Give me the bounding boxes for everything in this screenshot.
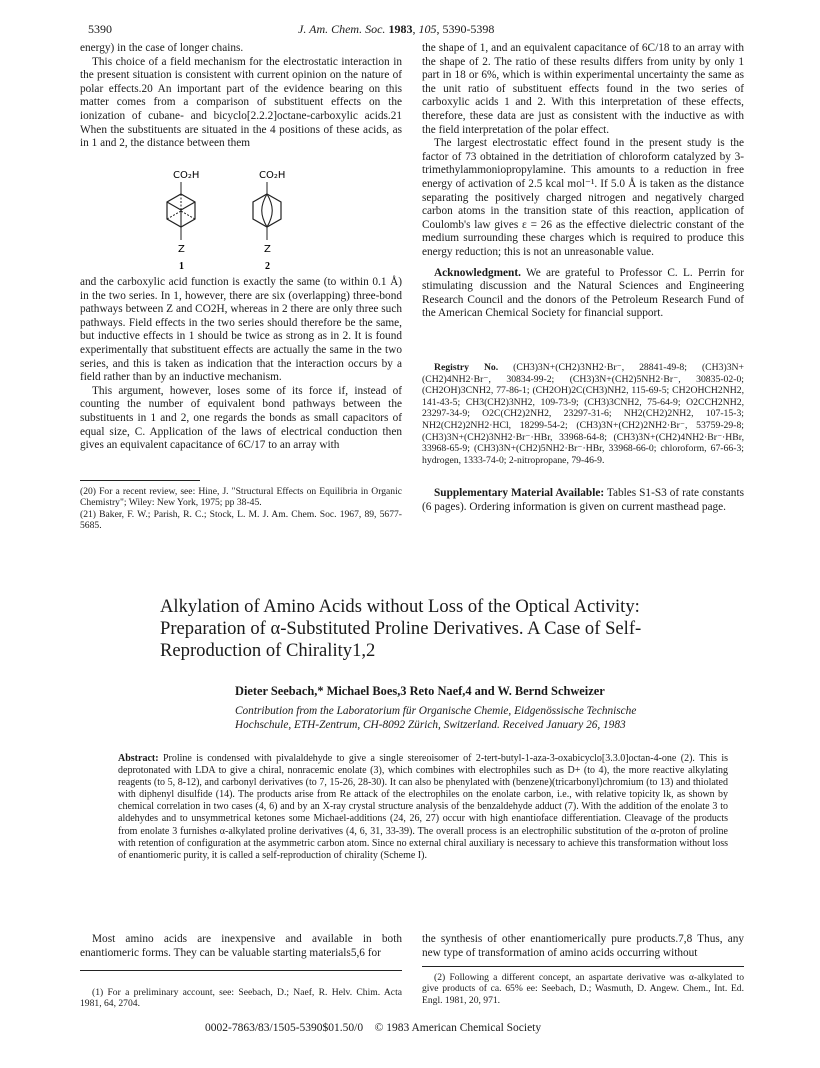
footnote-rule [422, 966, 744, 967]
acknowledgment-heading: Acknowledgment. [434, 266, 521, 279]
footnote-2 [422, 972, 744, 1006]
cubane-drawing [167, 194, 195, 227]
footnote-1-text: (1) For a preliminary account, see: Seebach, D.; Naef, R. Helv. Chim. Acta 1981, 64, 2704. [80, 987, 402, 1010]
registry-heading: Registry No. [434, 362, 499, 373]
structures-figure [150, 168, 310, 272]
paragraph: This choice of a field mechanism for the electrostatic interaction in the present situation is consistent with current opinion on the nature of polar effects.20 An important part of the evidence bearing on this matter comes from a comparison of substituent effects on the ionization of cubane- and bicyclo[2.2.2]octane-carboxylic acids.21 When the substituents are situated in the 4 positions of these acids, as in 1 and 2, the distance between them [80, 55, 402, 150]
footnote-1 [80, 987, 402, 1010]
copyright: © 1983 American Chemical Society [374, 1022, 542, 1034]
abstract [118, 753, 728, 862]
paragraph: The largest electrostatic effect found in the present study is the factor of 73 obtained in the detritiation of chloroform catalyzed by 3-trimethylammoniopropylamine. This amounts to a reduction in free energy of activation of 2.5 kcal mol⁻¹. If 5.0 Å is taken as the distance separating the positively charged nitrogen and negatively charged carbon atoms in the transition state of this reaction, application of Coulomb's law gives ε = 26 as the effective dielectric constant of the medium surrounding these charges which is required to produce this energy reduction; this is not an unreasonable value. [422, 137, 744, 258]
journal-name: J. Am. Chem. Soc. [298, 22, 386, 36]
structure-1-bottom-label: Z [178, 244, 185, 255]
supplementary-material [422, 487, 744, 514]
paragraph: Most amino acids are inexpensive and available in both enantiomeric forms. They can be valuable starting materials5,6 for [80, 933, 402, 959]
acknowledgment-text: We are grateful to Professor C. L. Perrin for stimulating discussion and the Natural Sciences and Engineering Research Council and the donors of the Petroleum Research Fund of the American Chemical Society for financial support. [422, 266, 744, 320]
structure-1-number: 1 [179, 261, 184, 272]
paragraph: and the carboxylic acid function is exactly the same (to within 0.1 Å) in the two series. In 1, however, there are six (overlapping) three-bond pathways between Z and CO2H, whereas in 2 there are only three such pathways. Field effects in the two series should therefore be the same, but inductive effects in 1 should be twice as strong as in 2. It is found experimentally that substituent effects are actually the same in the two series, and this is taken as indication that the interaction occurs by a field rather than by an inductive mechanism. [80, 276, 402, 384]
paragraph: This argument, however, loses some of its force if, instead of counting the number of equivalent bond pathways between the substituents in 1 and 2, one regards the bonds as small capacitors of equal size, C. Application of the laws of electrical conduction then gives an equivalent capacitance of 6C/17 to an array with [80, 384, 402, 452]
paragraph: the shape of 1, and an equivalent capacitance of 6C/18 to an array with the shape of 2. The ratio of these results differs from unity by only 1 part in 18 or 6%, which is within experimental uncertainty the same as the unit ratio of substituent effects found in the two series of carboxylic acids 1 and 2. With this interpretation of these effects, therefore, these data are just as consistent with the inductive as with the field interpretation of the polar effect. [422, 42, 744, 136]
paragraph: the synthesis of other enantiomerically pure products.7,8 Thus, any new type of transformation of amino acids occurring without [422, 933, 744, 959]
journal-volume: 105 [418, 22, 437, 36]
journal-year: 1983 [388, 22, 413, 36]
bicyclooctane-drawing [253, 194, 281, 227]
journal-citation: J. Am. Chem. Soc. 1983, 105, 5390-5398 [298, 22, 495, 36]
footnote-20: (20) For a recent review, see: Hine, J. "Structural Effects on Equilibria in Organic Chemistry"; Wiley: New York, 1975; pp 38-45. [80, 486, 402, 509]
page-footer [205, 1022, 541, 1034]
footnote-21: (21) Baker, F. W.; Parish, R. C.; Stock, L. M. J. Am. Chem. Soc. 1967, 89, 5677-5685. [80, 508, 402, 532]
registry-text: (CH3)3N+(CH2)3NH2·Br⁻, 28841-49-8; (CH3)3N+(CH2)4NH2·Br⁻, 30834-99-2; (CH3)3N+(CH2)5NH2·Br⁻, 30835-02-0; (CH2OH)3CNH2, 77-86-1; (CH2OH)2C(CH3)NH2, 115-69-5; CH2OHCH2NH2, 141-43-5; CH3(CH2)3NH2, 109-73-9; (CH3)3CNH2, 75-64-9; O2CCH2NH2, 23297-34-9; O2C(CH2)2NH2, 23297-31-6; NH2(CH2)2NH2, 107-15-3; NH2(CH2)2NH2·HCl, 18299-54-2; (CH3)3N+(CH2)2NH2·Br⁻, 53759-29-8; (CH3)3N+(CH2)3NH2·Br⁻·HBr, 33968-64-8; (CH3)3N+(CH2)4NH2·Br⁻·HBr, 33968-65-9; (CH3)3N+(CH2)5NH2·Br⁻·HBr, 33968-66-0; chloroform, 67-66-3; hydrogen, 1333-74-0; 2-nitropropane, 79-46-9. [422, 362, 744, 466]
abstract-text: Proline is condensed with pivalaldehyde to give a single stereoisomer of 2-tert-butyl-1-aza-3-oxabicyclo[3.3.0]octan-4-one (2). This is deprotonated with LDA to give a chiral, nonracemic enolate (3), which combines with electrophiles such as D+ (to 4), the more reactive alkylating reagents (to 5, 8-12), and carbonyl derivatives (to 7, 15-26, 28-30). It can also be phenylated with (benzene)(tricarbonyl)chromium (to 13) and thiolated with diphenyl disulfide (14). The products arise from Re attack of the electrophiles on the enolate carbon, i.e., with relative topicity lk, as shown by chemical correlation in two cases (4, 6) and by an X-ray crystal structure analysis of the benzaldehyde adduct (7). With the addition of the enolate 3 to aldehydes and to unsymmetrical ketones some Michael-additions (24, 26, 27) occur with high enantioface differentiation. Cleavage of the products from enolate 3 furnishes α-alkylated proline derivatives (4, 6, 31, 33-39). The overall process is an electrophilic substitution of the α-proton of proline with retention of configuration at the asymmetric carbon atom. Since no external chiral auxiliary is necessary to achieve this transformation without loss of enantiomeric purity, it is called a self-reproduction of chirality (Scheme I). [118, 753, 728, 861]
structure-2-top-label: CO₂H [259, 170, 286, 181]
article-title: Alkylation of Amino Acids without Loss of the Optical Activity: Preparation of α-Substituted Proline Derivatives. A Case of Self-Reproduction of Chirality1,2 [160, 596, 642, 661]
paragraph: energy) in the case of longer chains. [80, 42, 244, 54]
structure-2-bottom-label: Z [264, 244, 271, 255]
journal-pages: 5390-5398 [442, 22, 495, 36]
acknowledgment [422, 267, 744, 321]
article-authors: Dieter Seebach,* Michael Boes,3 Reto Naef,4 and W. Bernd Schweizer [235, 684, 605, 698]
structure-2-number: 2 [265, 261, 270, 272]
supplementary-heading: Supplementary Material Available: [434, 487, 605, 499]
right-column [422, 42, 744, 321]
left-column [80, 42, 402, 151]
footnote-rule [80, 970, 402, 971]
registry-numbers [422, 362, 744, 466]
issn-code: 0002-7863/83/1505-5390$01.50/0 [205, 1022, 364, 1034]
structure-1-top-label: CO₂H [173, 170, 200, 181]
intro-right [422, 933, 744, 960]
footnote-rule [80, 480, 200, 481]
article-affiliation: Contribution from the Laboratorium für Organische Chemie, Eidgenössische Technische Hochschule, ETH-Zentrum, CH-8092 Zürich, Switzerland. Received January 26, 1983 [235, 705, 637, 731]
intro-left [80, 933, 402, 960]
left-column-continued [80, 276, 402, 453]
page-number: 5390 [88, 22, 112, 36]
footnote-2-text: (2) Following a different concept, an aspartate derivative was α-alkylated to give products of ca. 65% ee: Seebach, D.; Wasmuth, D. Angew. Chem., Int. Ed. Engl. 1981, 20, 971. [422, 972, 744, 1006]
abstract-heading: Abstract: [118, 753, 159, 764]
left-footnotes [80, 486, 402, 532]
supplementary-text: Tables S1-S3 of rate constants (6 pages). Ordering information is given on current masthead page. [422, 487, 744, 513]
